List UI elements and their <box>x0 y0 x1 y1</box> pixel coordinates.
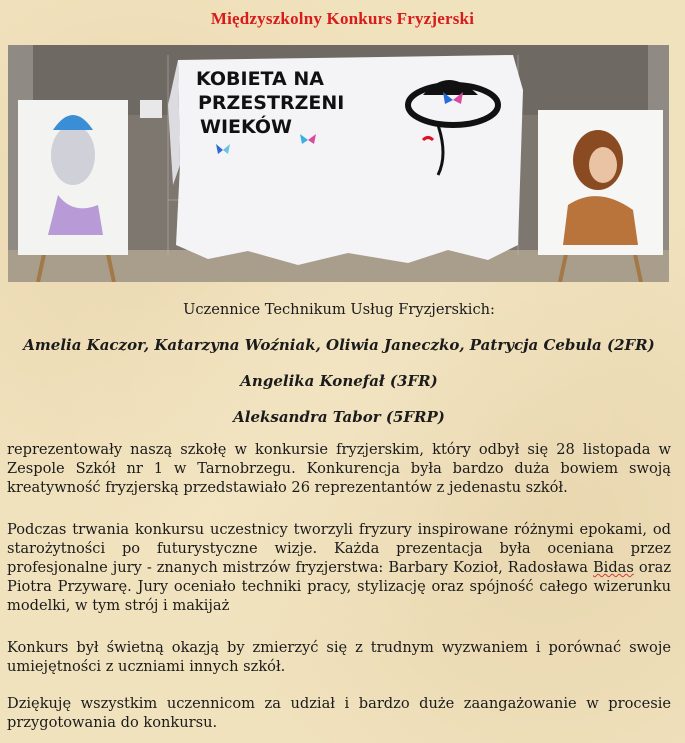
paragraph-2-part-2: oraz Piotra Przywarę. Jury oceniało techniki pracy, stylizację oraz spójność całego wizerunku modelki, w tym strój i makijaż <box>7 559 672 614</box>
banner-line-2: PRZESTRZENI <box>198 92 345 114</box>
event-photo <box>8 45 669 282</box>
paragraph-3: Konkurs był świetną okazją by zmierzyć się z trudnym wyzwaniem i porównać swoje umiejętności z uczniami innych szkół. <box>7 639 671 675</box>
students-5frp: Aleksandra Tabor (5FRP) <box>233 408 445 426</box>
paragraph-2 <box>7 520 671 615</box>
intro-text: Uczennice Technikum Usług Fryzjerskich: <box>183 301 495 318</box>
students-3fr: Angelika Konefał (3FR) <box>240 372 438 390</box>
paragraph-1: reprezentowały naszą szkołę w konkursie fryzjerskim, który odbył się 28 listopada w Zespole Szkół nr 1 w Tarnobrzegu. Konkurencja była bardzo duża bowiem swoją kreatywność fryzjerską przedstawiało 26 reprezentantów z jedenastu szkół. <box>7 441 671 496</box>
event-photo-illustration <box>8 45 669 282</box>
students-2fr: Amelia Kaczor, Katarzyna Woźniak, Oliwia Janeczko, Patrycja Cebula (2FR) <box>23 336 655 354</box>
banner-line-1: KOBIETA NA <box>196 68 324 90</box>
page-title: Międzyszkolny Konkurs Fryzjerski <box>210 9 475 28</box>
paragraph-2-part-1: Podczas trwania konkursu uczestnicy tworzyli fryzury inspirowane różnymi epokami, od starożytności po futurystyczne wizje. Każda prezentacja była oceniana przez profesjonalne jury - znanych mistrzów fryzjerstwa: Barbary Kozioł, Radosława <box>7 521 671 576</box>
jury-name-bidas: Bidas <box>592 559 634 576</box>
paragraph-4: Dziękuję wszystkim uczennicom za udział i bardzo duże zaangażowanie w procesie przygotowania do konkursu. <box>7 695 671 731</box>
banner-line-3: WIEKÓW <box>200 116 292 138</box>
